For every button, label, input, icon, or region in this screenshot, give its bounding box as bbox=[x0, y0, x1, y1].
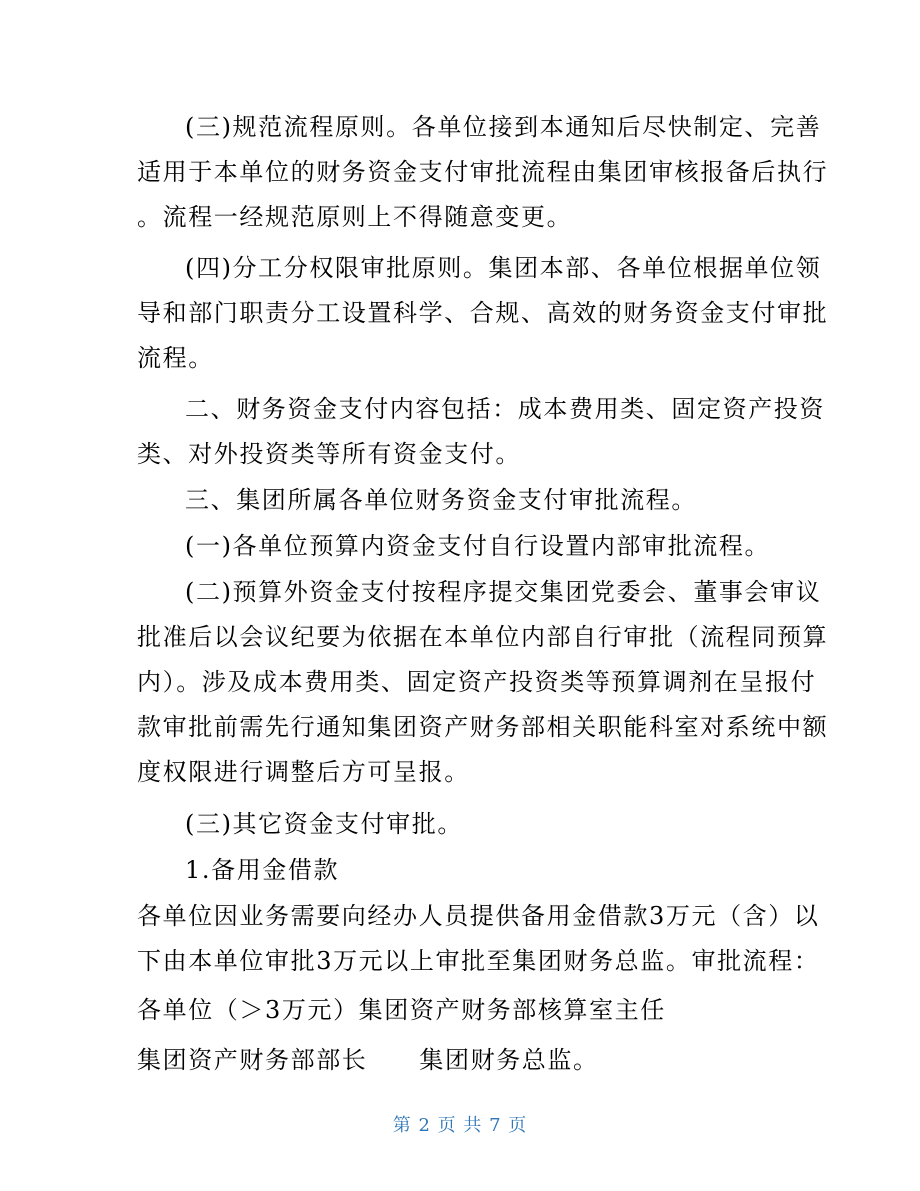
paragraph-line: 下由本单位审批3万元以上审批至集团财务总监。审批流程： bbox=[137, 947, 820, 975]
paragraph-line: 度权限进行调整后方可呈报。 bbox=[137, 758, 470, 786]
paragraph-line: 内）。涉及成本费用类、固定资产投资类等预算调剂在呈报付 bbox=[137, 668, 817, 696]
paragraph-line: 适用于本单位的财务资金支付审批流程由集团审核报备后执行 bbox=[137, 158, 829, 186]
paragraph-line: 导和部门职责分工设置科学、合规、高效的财务资金支付审批 bbox=[137, 299, 829, 327]
paragraph-line: 二、财务资金支付内容包括：成本费用类、固定资产投资 bbox=[185, 395, 825, 423]
paragraph-line bbox=[137, 1043, 797, 1077]
paragraph-line: (二)预算外资金支付按程序提交集团党委会、董事会审议 bbox=[185, 578, 822, 606]
flow-step: 集团财务总监。 bbox=[419, 1046, 599, 1074]
paragraph-line: 批准后以会议纪要为依据在本单位内部自行审批（流程同预算 bbox=[137, 623, 829, 651]
paragraph-line: 款审批前需先行通知集团资产财务部相关职能科室对系统中额 bbox=[137, 713, 829, 741]
subsection-heading: (三)其它资金支付审批。 bbox=[185, 810, 463, 838]
page-number-footer: 第 2 页 共 7 页 bbox=[392, 1115, 528, 1136]
flow-step: 集团资产财务部部长 bbox=[137, 1046, 368, 1074]
paragraph-line: 各单位（＞3万元）集团资产财务部核算室主任 bbox=[137, 996, 666, 1024]
paragraph-line: 各单位因业务需要向经办人员提供备用金借款3万元（含）以 bbox=[137, 902, 820, 930]
paragraph-line: 。流程一经规范原则上不得随意变更。 bbox=[137, 203, 573, 231]
paragraph-line: (三)规范流程原则。各单位接到本通知后尽快制定、完善 bbox=[185, 113, 822, 141]
paragraph-line: (四)分工分权限审批原则。集团本部、各单位根据单位领 bbox=[185, 254, 822, 282]
item-heading: 1.备用金借款 bbox=[185, 856, 340, 884]
paragraph-line: 流程。 bbox=[137, 344, 214, 372]
paragraph-line: (一)各单位预算内资金支付自行设置内部审批流程。 bbox=[185, 532, 771, 560]
section-heading: 三、集团所属各单位财务资金支付审批流程。 bbox=[185, 486, 697, 514]
paragraph-line: 类、对外投资类等所有资金支付。 bbox=[137, 440, 521, 468]
